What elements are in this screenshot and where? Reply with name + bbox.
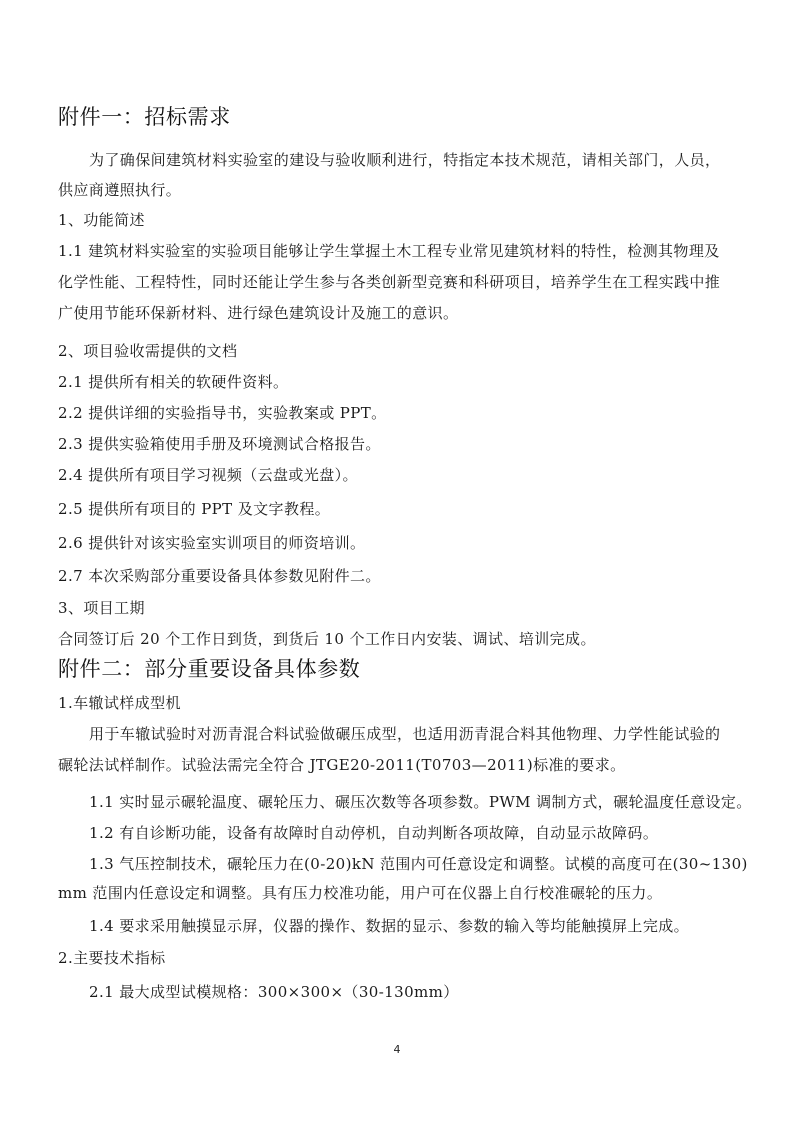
section1-intro-line1: 为了确保间建筑材料实验室的建设与验收顺利进行，特指定本技术规范，请相关部门，人员， (89, 151, 721, 169)
function-line3: 广使用节能环保新材料、进行绿色建筑设计及施工的意识。 (58, 304, 459, 322)
item1-desc-line1: 用于车辙试验时对沥青混合料试验做碾压成型，也适用沥青混合料其他物理、力学性能试验的 (89, 725, 721, 743)
docs-item-1: 2.1 提供所有相关的软硬件资料。 (58, 373, 289, 391)
docs-item-2: 2.2 提供详细的实验指导书，实验教案或 PPT。 (58, 404, 387, 422)
requirement-2: 1.2 有自诊断功能，设备有故障时自动停机，自动判断各项故障，自动显示故障码。 (89, 824, 659, 842)
docs-item-6: 2.6 提供针对该实验室实训项目的师资培训。 (58, 534, 366, 552)
function-heading: 1、功能简述 (58, 211, 145, 229)
tech-item-1: 2.1 最大成型试模规格：300×300×（30-130mm） (89, 983, 459, 1001)
docs-item-5: 2.5 提供所有项目的 PPT 及文字教程。 (58, 500, 331, 518)
item1-title: 1.车辙试样成型机 (58, 694, 181, 712)
section1-intro-line2: 供应商遵照执行。 (58, 181, 182, 199)
item1-desc-line2: 碾轮法试样制作。试验法需完全符合 JTGE20-2011(T0703—2011)标准的要求。 (58, 756, 626, 774)
docs-item-3: 2.3 提供实验箱使用手册及环境测试合格报告。 (58, 435, 381, 453)
requirement-3-line2: mm 范围内任意设定和调整。具有压力校准功能，用户可在仪器上自行校准碾轮的压力。 (58, 884, 663, 902)
function-line2: 化学性能、工程特性，同时还能让学生参与各类创新型竞赛和科研项目，培养学生在工程实践中推 (58, 273, 721, 291)
requirement-1: 1.1 实时显示碾轮温度、碾轮压力、碾压次数等各项参数。PWM 调制方式，碾轮温度任意设定。 (89, 793, 752, 811)
page-number: 4 (393, 1043, 401, 1056)
section1-heading: 附件一：招标需求 (58, 105, 231, 129)
tech-heading: 2.主要技术指标 (58, 949, 166, 967)
period-line: 合同签订后 20 个工作日到货，到货后 10 个工作日内安装、调试、培训完成。 (58, 630, 596, 648)
period-heading: 3、项目工期 (58, 599, 145, 617)
requirement-3-line1: 1.3 气压控制技术，碾轮压力在(0-20)kN 范围内可任意设定和调整。试模的高度可在(30~130) (89, 855, 748, 873)
requirement-4: 1.4 要求采用触摸显示屏，仪器的操作、数据的显示、参数的输入等均能触摸屏上完成。 (89, 917, 690, 935)
section2-heading: 附件二：部分重要设备具体参数 (58, 657, 361, 681)
docs-item-7: 2.7 本次采购部分重要设备具体参数见附件二。 (58, 567, 381, 585)
docs-item-4: 2.4 提供所有项目学习视频（云盘或光盘）。 (58, 466, 358, 484)
docs-heading: 2、项目验收需提供的文档 (58, 342, 238, 360)
function-line1: 1.1 建筑材料实验室的实验项目能够让学生掌握土木工程专业常见建筑材料的特性，检测其物理及 (58, 242, 720, 260)
